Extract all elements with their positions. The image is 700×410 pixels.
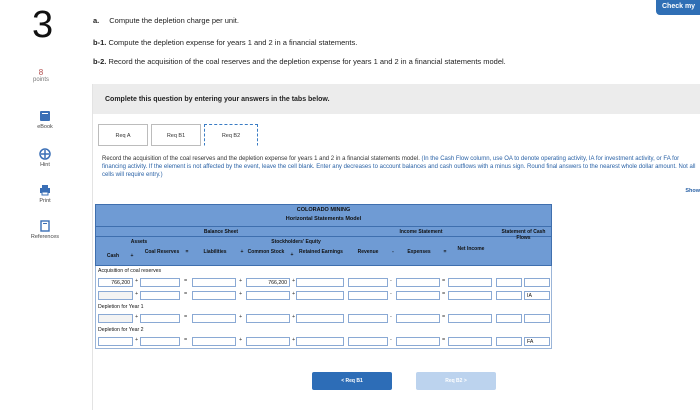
- company-name: COLORADO MINING: [296, 207, 351, 213]
- liabilities-col-header: Liabilities: [203, 249, 227, 255]
- plus-op-header-2: +: [240, 249, 244, 255]
- cash-flow-value-input-year-2[interactable]: [496, 337, 522, 346]
- check-my-work-button[interactable]: Check my: [656, 0, 700, 15]
- instructions: [102, 155, 700, 179]
- equals-op-y2: =: [184, 337, 188, 343]
- plus-op-header-3: +: [290, 252, 294, 258]
- common-stock-col-header: Common Stock: [247, 249, 285, 255]
- net-income-col-header: Net Income: [457, 246, 485, 252]
- retained-earnings-input-acquisition-2[interactable]: [296, 291, 344, 300]
- plus-op-r2-2: +: [239, 291, 243, 297]
- plus-op-2: +: [239, 278, 243, 284]
- model-row-acquisition-2: [96, 289, 551, 302]
- tab-req-b2[interactable]: Req B2: [204, 124, 258, 146]
- coal-reserves-col-header: Coal Reserves: [144, 249, 180, 255]
- equals-op-2: =: [442, 278, 446, 284]
- row-label-depletion-year-2: Depletion for Year 2: [98, 327, 144, 333]
- row-label-acquisition: Acquisition of coal reserves: [98, 268, 162, 274]
- model-row-depletion-year-1: [96, 312, 551, 325]
- model-body: [95, 266, 552, 349]
- question-number: 3: [32, 4, 54, 46]
- row-label-depletion-year-1: Depletion for Year 1: [98, 304, 144, 310]
- minus-op-r2: -: [390, 291, 392, 297]
- retained-earnings-input-acquisition[interactable]: [296, 278, 344, 287]
- expenses-input-year-2[interactable]: [396, 337, 440, 346]
- cash-flow-code-input-acquisition-2[interactable]: IA: [524, 291, 550, 300]
- retained-earnings-col-header: Retained Earnings: [299, 249, 343, 255]
- coal-input-year-1[interactable]: [140, 314, 180, 323]
- part-a-text: Compute the depletion charge per unit.: [109, 16, 239, 25]
- statements-model: [95, 204, 552, 349]
- points-value: 8: [38, 68, 44, 77]
- common-stock-input-acquisition-2[interactable]: [246, 291, 290, 300]
- minus-op-y1: -: [390, 314, 392, 320]
- panel-header: [93, 84, 700, 114]
- question-part-a: [93, 16, 239, 25]
- income-statement-header: Income Statement: [399, 229, 443, 235]
- equals-op-r2: =: [184, 291, 188, 297]
- balance-sheet-header: Balance Sheet: [203, 229, 239, 235]
- points-label: points: [32, 77, 49, 83]
- cash-input-acquisition-2[interactable]: [98, 291, 133, 300]
- plus-op-y2-2: +: [239, 337, 243, 343]
- revenue-col-header: Revenue: [357, 249, 379, 255]
- equals-op-header-2: =: [443, 249, 447, 255]
- liabilities-input-acquisition[interactable]: [192, 278, 236, 287]
- cash-flow-value-input-acquisition[interactable]: [496, 278, 522, 287]
- part-b2-marker: b-2.: [93, 57, 107, 66]
- common-stock-input-year-2[interactable]: [246, 337, 290, 346]
- net-income-input-year-1[interactable]: [448, 314, 492, 323]
- liabilities-input-year-2[interactable]: [192, 337, 236, 346]
- cash-flows-col-header: Statement of Cash Flows: [501, 229, 546, 241]
- stockholders-equity-header: Stockholders' Equity: [271, 239, 321, 245]
- prev-req-b1-button[interactable]: < Req B1: [312, 372, 392, 390]
- cash-input-year-1[interactable]: [98, 314, 133, 323]
- print-icon: [39, 184, 51, 196]
- coal-input-acquisition[interactable]: [140, 278, 180, 287]
- references-label: References: [30, 234, 60, 240]
- plus-op-y1-2: +: [239, 314, 243, 320]
- cash-flow-code-input-year-2[interactable]: FA: [524, 337, 550, 346]
- expenses-col-header: Expenses: [407, 249, 431, 255]
- tab-req-b1[interactable]: Req B1: [151, 124, 201, 146]
- instructions-main: Record the acquisition of the coal reserves and the depletion expense for years 1 and 2 in a financial statements model.: [102, 156, 420, 162]
- assets-header: Assets: [130, 239, 148, 245]
- net-income-input-year-2[interactable]: [448, 337, 492, 346]
- model-title: Horizontal Statements Model: [285, 216, 362, 222]
- print-tool[interactable]: [30, 184, 60, 204]
- model-row-acquisition: [96, 276, 551, 289]
- plus-op-y2-3: +: [292, 337, 296, 343]
- show-link[interactable]: Show: [685, 188, 700, 194]
- common-stock-input-acquisition[interactable]: 766,200: [246, 278, 290, 287]
- minus-op: -: [390, 278, 392, 284]
- revenue-input-acquisition-2[interactable]: [348, 291, 388, 300]
- plus-op-y1: +: [135, 314, 139, 320]
- book-icon: [39, 110, 51, 122]
- net-income-input-acquisition[interactable]: [448, 278, 492, 287]
- equals-op-y1-2: =: [442, 314, 446, 320]
- equals-op-header: =: [185, 249, 189, 255]
- cash-col-header: Cash: [106, 253, 120, 259]
- expenses-input-acquisition[interactable]: [396, 278, 440, 287]
- revenue-input-year-2[interactable]: [348, 337, 388, 346]
- equals-op: =: [184, 278, 188, 284]
- revenue-input-year-1[interactable]: [348, 314, 388, 323]
- plus-op-r2: +: [135, 291, 139, 297]
- retained-earnings-input-year-2[interactable]: [296, 337, 344, 346]
- cash-flow-value-input-year-1[interactable]: [496, 314, 522, 323]
- net-income-input-acquisition-2[interactable]: [448, 291, 492, 300]
- hint-tool[interactable]: [30, 148, 60, 168]
- instructions-note: (In the Cash Flow column, use OA to denote operating activity, IA for investment activity, or FA for financing activity. If the element is not affected by the event, leave the cell blank. Enter any decreases to account balances and cash outflows with a minus sign. Round final answers to the nearest whole dollar amount. Not all cells will require entry.): [102, 156, 696, 178]
- plus-op-y2: +: [135, 337, 139, 343]
- part-b1-marker: b-1.: [93, 38, 107, 47]
- ebook-label: eBook: [37, 124, 53, 130]
- cash-input-year-2[interactable]: [98, 337, 133, 346]
- references-icon: [39, 220, 51, 232]
- minus-op-y2: -: [390, 337, 392, 343]
- plus-op: +: [135, 278, 139, 284]
- hint-label: Hint: [40, 162, 50, 168]
- part-b1-text: Compute the depletion expense for years 1 and 2 in a financial statements.: [108, 38, 358, 47]
- revenue-input-acquisition[interactable]: [348, 278, 388, 287]
- plus-op-y1-3: +: [292, 314, 296, 320]
- equals-op-y2-2: =: [442, 337, 446, 343]
- expenses-input-acquisition-2[interactable]: [396, 291, 440, 300]
- liabilities-input-year-1[interactable]: [192, 314, 236, 323]
- model-header: [95, 204, 552, 266]
- coal-input-acquisition-2[interactable]: [140, 291, 180, 300]
- equals-op-y1: =: [184, 314, 188, 320]
- minus-op-header: -: [392, 249, 394, 255]
- cash-flow-code-input-acquisition[interactable]: [524, 278, 550, 287]
- cash-flow-code-input-year-1[interactable]: [524, 314, 550, 323]
- model-row-depletion-year-2: [96, 335, 551, 348]
- plus-op-r2-3: +: [292, 291, 296, 297]
- question-part-b1: [93, 38, 357, 47]
- cash-input-acquisition[interactable]: 766,200: [98, 278, 133, 287]
- coal-input-year-2[interactable]: [140, 337, 180, 346]
- cash-flow-value-input-acquisition-2[interactable]: [496, 291, 522, 300]
- part-b2-text: Record the acquisition of the coal reserves and the depletion expense for years 1 and 2 in a financial statements model.: [108, 57, 506, 66]
- hint-icon: [39, 148, 51, 160]
- next-req-b2-button[interactable]: Req B2 >: [416, 372, 496, 390]
- points-block: [30, 68, 52, 83]
- liabilities-input-acquisition-2[interactable]: [192, 291, 236, 300]
- common-stock-input-year-1[interactable]: [246, 314, 290, 323]
- panel-heading: Complete this question by entering your answers in the tabs below.: [105, 96, 330, 103]
- tab-req-a[interactable]: Req A: [98, 124, 148, 146]
- plus-op-header: +: [130, 253, 134, 259]
- equals-op-r2-2: =: [442, 291, 446, 297]
- part-a-marker: a.: [93, 16, 100, 25]
- expenses-input-year-1[interactable]: [396, 314, 440, 323]
- question-part-b2: [93, 57, 506, 66]
- print-label: Print: [39, 198, 51, 204]
- references-tool[interactable]: [30, 220, 60, 240]
- retained-earnings-input-year-1[interactable]: [296, 314, 344, 323]
- ebook-tool[interactable]: [30, 110, 60, 130]
- plus-op-3: +: [292, 278, 296, 284]
